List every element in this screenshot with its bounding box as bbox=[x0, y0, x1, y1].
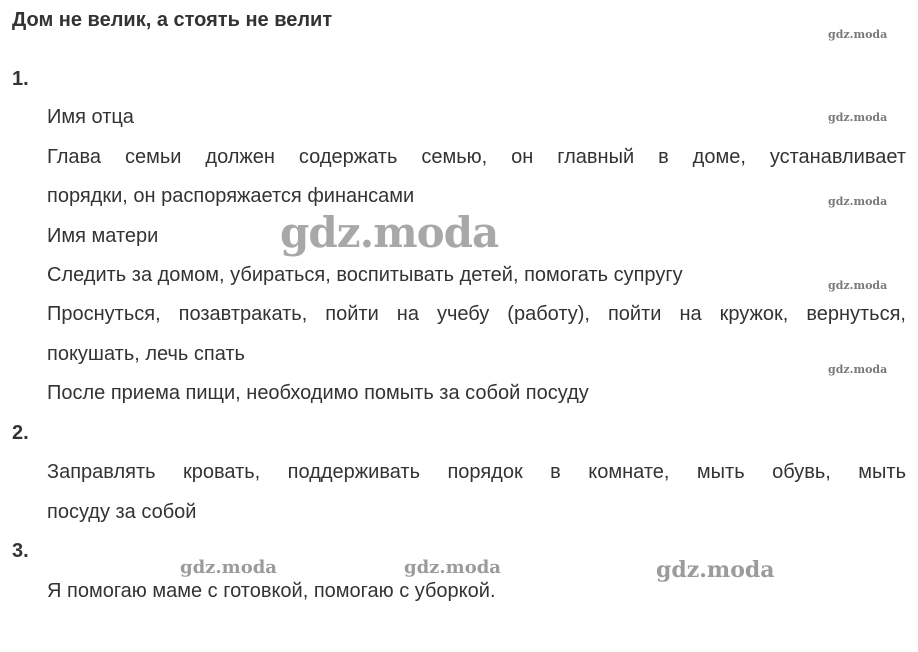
answer-line: покушать, лечь спать bbox=[47, 343, 245, 365]
watermark-logo: gdz.moda bbox=[828, 111, 888, 124]
answer-line: Следить за домом, убираться, воспитывать детей, помогать супругу bbox=[47, 264, 683, 286]
answer-line-justified bbox=[47, 145, 906, 169]
answer-line: Заправлять кровать, поддерживать порядок в комнате, мыть обувь, мыть bbox=[47, 461, 906, 483]
watermark-logo: gdz.moda bbox=[828, 363, 888, 376]
answer-line: Я помогаю маме с готовкой, помогаю с уборкой. bbox=[47, 580, 496, 602]
answer-line: Имя отца bbox=[47, 106, 134, 128]
watermark-logo: gdz.moda bbox=[828, 195, 888, 208]
answer-line-justified bbox=[47, 460, 906, 484]
watermark-logo: gdz.moda bbox=[404, 557, 501, 578]
section-number-2: 2. bbox=[12, 422, 29, 444]
page-title: Дом не велик, а стоять не велит bbox=[12, 9, 333, 31]
answer-line: Глава семьи должен содержать семью, он главный в доме, устанавливает bbox=[47, 146, 906, 168]
answer-line: посуду за собой bbox=[47, 501, 197, 523]
watermark-logo: gdz.moda bbox=[828, 279, 888, 292]
watermark-logo-large: gdz.moda bbox=[280, 208, 499, 257]
watermark-logo: gdz.moda bbox=[828, 28, 888, 41]
answer-line: Имя матери bbox=[47, 225, 159, 247]
answer-line: Проснуться, позавтракать, пойти на учебу (работу), пойти на кружок, вернуться, bbox=[47, 303, 906, 325]
answer-line: порядки, он распоряжается финансами bbox=[47, 185, 415, 207]
section-number-3: 3. bbox=[12, 540, 29, 562]
section-number-1: 1. bbox=[12, 68, 29, 90]
answer-line-justified bbox=[47, 302, 906, 326]
watermark-logo: gdz.moda bbox=[180, 557, 277, 578]
watermark-logo: gdz.moda bbox=[656, 557, 775, 583]
answer-line: После приема пищи, необходимо помыть за собой посуду bbox=[47, 382, 589, 404]
